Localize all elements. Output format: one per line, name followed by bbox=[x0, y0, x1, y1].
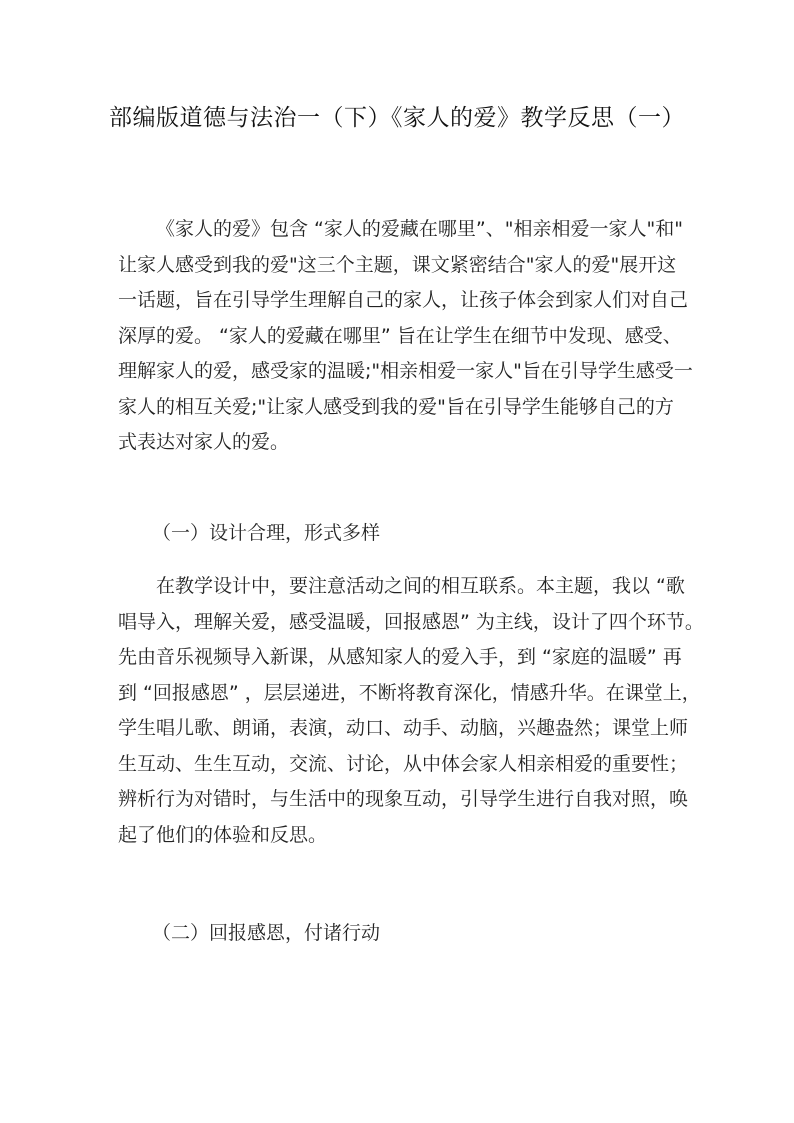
section-heading-text: （一）设计合理，形式多样 bbox=[152, 522, 381, 544]
paragraph-intro bbox=[118, 212, 693, 461]
paragraph-line: 唱导入，理解关爱，感受温暖，回报感恩” 为主线，设计了四个环节。 bbox=[118, 610, 704, 633]
paragraph-line: 让家人感受到我的爱"这三个主题，课文紧密结合"家人的爱"展开这 bbox=[118, 253, 677, 276]
paragraph-line: 理解家人的爱，感受家的温暖;"相亲相爱一家人"旨在引导学生感受一 bbox=[118, 360, 693, 382]
section-heading-2 bbox=[118, 916, 678, 952]
paragraph-line: 先由音乐视频导入新课，从感知家人的爱入手，到 “家庭的温暖” 再 bbox=[118, 646, 682, 668]
paragraph-line: 深厚的爱。 “家人的爱藏在哪里” 旨在让学生在细节中发现、感受、 bbox=[118, 324, 682, 347]
paragraph-line: 一话题，旨在引导学生理解自己的家人，让孩子体会到家人们对自己 bbox=[118, 289, 689, 311]
paragraph-line: 家人的相互关爱;"让家人感受到我的爱"旨在引导学生能够自己的方 bbox=[118, 395, 674, 418]
paragraph-line: 学生唱儿歌、朗诵，表演，动口、动手、动脑，兴趣盎然；课堂上师 bbox=[118, 717, 689, 739]
paragraph-line: 生互动、生生互动，交流、讨论，从中体会家人相亲相爱的重要性； bbox=[118, 752, 689, 775]
section-heading-1 bbox=[118, 516, 678, 552]
paragraph-line: 起了他们的体验和反思。 bbox=[118, 823, 328, 846]
paragraph-line: 辨析行为对错时，与生活中的现象互动，引导学生进行自我对照，唤 bbox=[118, 788, 689, 810]
paragraph-design bbox=[118, 569, 704, 853]
paragraph-line: 到 “回报感恩” ，层层递进，不断将教育深化，情感升华。在课堂上， bbox=[118, 681, 701, 704]
document-title: 部编版道德与法治一（下）《家人的爱》教学反思（一） bbox=[109, 105, 685, 131]
paragraph-line: 《家人的爱》包含 “家人的爱藏在哪里”、"相亲相爱一家人"和" bbox=[156, 218, 683, 240]
paragraph-line: 式表达对家人的爱。 bbox=[118, 431, 290, 453]
paragraph-line: 在教学设计中，要注意活动之间的相互联系。本主题，我以 “歌 bbox=[156, 575, 685, 597]
section-heading-text: （二）回报感恩，付诸行动 bbox=[152, 922, 381, 944]
